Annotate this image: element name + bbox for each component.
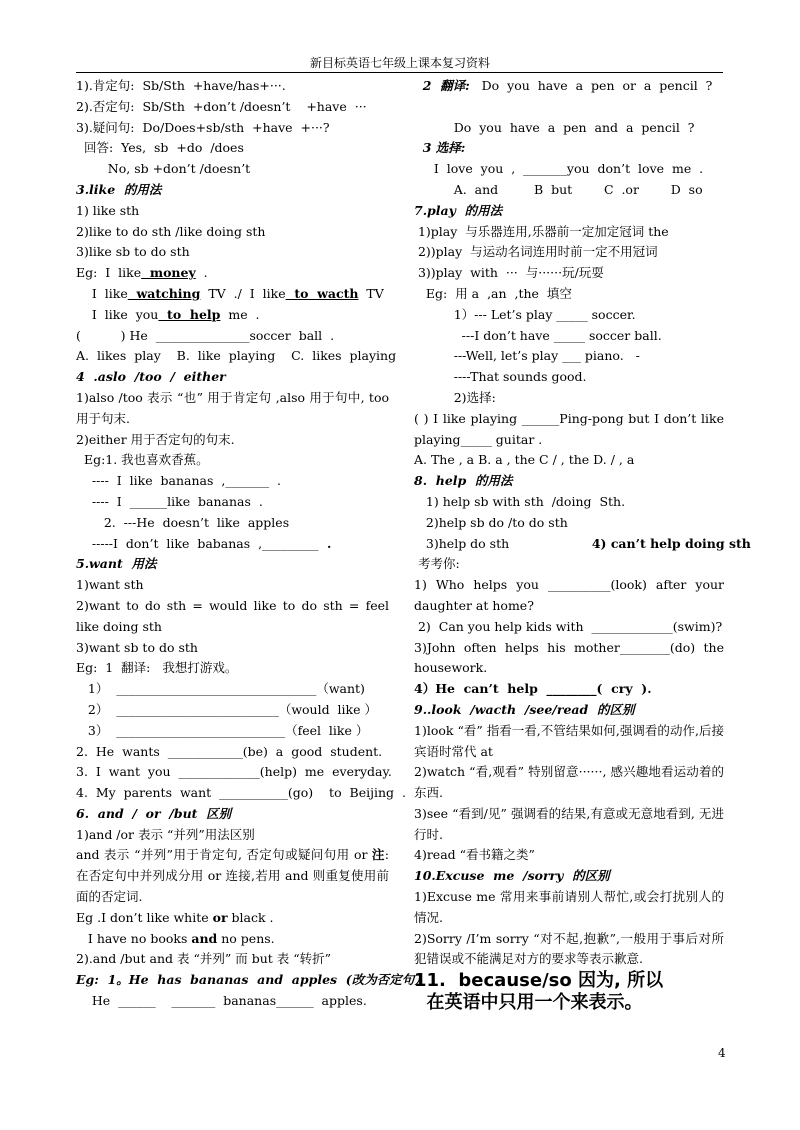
text-line: ----That sounds good. [414, 369, 587, 385]
item-label: 3 选择: [414, 140, 466, 156]
text-paragraph: 1)look “看” 指看一看,不管结果如何,强调看的动作,后接宾语时常代 at [414, 722, 724, 759]
text-line: ---I don’t have _____ soccer ball. [414, 327, 662, 343]
section-heading: 10.Excuse me /sorry 的区别 [414, 868, 610, 884]
text-line: 2)help sb do /to do sth [414, 514, 568, 530]
text-line: 3)like sb to do sth [76, 244, 190, 260]
text-paragraph: 1)Excuse me 常用来事前请别人帮忙,或会打扰别人的情况. [414, 889, 724, 925]
text-line: 3))play with ··· 与······玩/玩耍 [414, 265, 604, 281]
text-line: 3） ___________________________（feel like ） [76, 722, 369, 738]
options-line: A. The , a B. a , the C / , the D. / , a [414, 452, 635, 468]
text-paragraph: 2).and /but and 表 “并列” 而 but 表 “转折” [76, 951, 332, 967]
example-line [76, 284, 389, 305]
text-line [76, 908, 389, 929]
text: . [195, 265, 208, 281]
text-line: 回答: Yes, sb +do /does [76, 140, 244, 156]
text-line: 4. My parents want ___________(go) to Beijing . [76, 785, 406, 801]
large-heading: 11. because/so 因为, 所以 [414, 970, 664, 992]
text-line: 2))play 与运动名词连用时前一定不用冠词 [414, 244, 658, 260]
text-line: He ______ _______ bananas______ apples. [76, 993, 367, 1009]
text: me . [220, 306, 260, 322]
text: Eg: I like [76, 265, 142, 281]
text-paragraph: 3)John often helps his mother________(do) the housework. [414, 639, 724, 676]
text-paragraph: 2)want to do sth = would like to do sth = feel like doing sth [76, 597, 389, 634]
text: . [318, 535, 332, 551]
text-line: 1) help sb with sth /doing Sth. [414, 493, 626, 509]
section-heading: 9..look /wacth /see/read 的区别 [414, 701, 635, 717]
text-line: Do you have a pen and a pencil ? [414, 119, 695, 135]
text-line: 3)want sb to do sth [76, 639, 198, 655]
section-heading: 8. help 的用法 [414, 473, 513, 489]
text-line: 1)and /or 表示 “并列”用法区别 [76, 826, 255, 842]
large-heading: 在英语中只用一个来表示。 [414, 992, 643, 1014]
bold-word: or [212, 909, 228, 925]
text-line: Eg: 用 a ,an ,the 填空 [414, 285, 572, 301]
text: Eg .I don’t like white [76, 909, 213, 925]
text-paragraph [76, 845, 389, 907]
text-line: 4)read “看书籍之类” [414, 847, 535, 863]
text-line: 1)play 与乐器连用,乐器前一定加定冠词 the [414, 223, 669, 239]
example-line [76, 263, 389, 284]
section-heading: 3.like 的用法 [76, 181, 162, 197]
bold-text: 4) can’t help doing sth [509, 535, 751, 551]
text-line: ---Well, let’s play ___ piano. - [414, 348, 640, 364]
page-number: 4 [718, 1046, 726, 1060]
text-line: 2) Can you help kids with _____________(swim)? [414, 618, 723, 634]
underlined-word: to help [158, 306, 221, 322]
text-paragraph: 2)Sorry /I’m sorry “对不起,抱歉”,一般用于事后对所犯错误或不能满足对方的要求等表示歉意. [414, 930, 724, 967]
text: :在否定句中并列成分用 or 连接,若用 and 则重复使用前面的否定词. [76, 847, 389, 905]
text-line: I love you , _______you don’t love me . [414, 161, 704, 177]
left-column [76, 76, 427, 1012]
section-heading: 7.play 的用法 [414, 202, 503, 218]
text: TV [358, 285, 384, 301]
text-line: 2)either 用于否定句的句末. [76, 431, 235, 447]
note-label: 注 [371, 847, 385, 863]
text-line [76, 929, 389, 950]
text: I like [76, 285, 128, 301]
text-line: 2） __________________________（would like ） [76, 701, 377, 717]
right-column [414, 76, 751, 1014]
section-heading: 6. and / or /but 区别 [76, 805, 232, 821]
example-line [76, 305, 389, 326]
text: black . [227, 909, 274, 925]
text: TV ./ I like [200, 285, 286, 301]
text-paragraph: ( ) I like playing ______Ping-pong but I don’t like playing_____ guitar . [414, 410, 724, 447]
text-line: 3).疑问句: Do/Does+sb/sth +have +···? [76, 119, 330, 135]
text: and 表示 “并列”用于肯定句, 否定句或疑问句用 or [76, 847, 372, 863]
section-heading: 4 .aslo /too / either [76, 369, 226, 385]
text: I have no books [76, 930, 192, 946]
underlined-word: watching [127, 285, 201, 301]
text-line: 1） ________________________________（want) [76, 681, 365, 697]
blank-line [414, 97, 724, 118]
text-paragraph: 3)see “看到/见” 强调看的结果,有意或无意地看到, 无进行时. [414, 805, 724, 842]
text-line: Eg: 1 翻译: 我想打游戏。 [76, 660, 238, 676]
text-line: ---- I ______like bananas . [76, 493, 263, 509]
text-line [414, 534, 751, 555]
text: I like you [76, 306, 159, 322]
text-line: 考考你: [414, 556, 460, 572]
question-line: ( ) He _______________soccer ball . [76, 327, 335, 343]
text-line: 1）--- Let’s play _____ soccer. [414, 306, 636, 322]
options-line: A. likes play B. like playing C. likes playing [76, 348, 397, 364]
text-line: 2)like to do sth /like doing sth [76, 223, 266, 239]
text-line: 3. I want you _____________(help) me everyday. [76, 764, 392, 780]
text-line: No, sb +don’t /doesn’t [76, 161, 251, 177]
bold-word: and [191, 930, 218, 946]
text-line: 2).否定句: Sb/Sth +don’t /doesn’t +have ··· [76, 98, 367, 114]
text-paragraph: 1) Who helps you __________(look) after your daughter at home? [414, 577, 724, 613]
text-line: ---- I like bananas ,_______ . [76, 473, 281, 489]
header-rule [76, 72, 723, 73]
underlined-word: money [141, 265, 196, 281]
text-line: 4）He can’t help ________( cry ). [414, 681, 652, 697]
underlined-word: to wacth [285, 285, 359, 301]
text: no pens. [217, 930, 275, 946]
text-line: 1)want sth [76, 577, 144, 593]
example-heading: Eg: 1。He has bananas and apples (改为否定句） [76, 972, 427, 988]
text-line: 2. He wants ____________(be) a good student. [76, 743, 383, 759]
item-label: 2 翻译: [414, 78, 470, 93]
text-paragraph: 1)also /too 表示 “也” 用于肯定句 ,also 用于句中, too 用于句末. [76, 389, 389, 426]
text: 3)help do sth [414, 535, 510, 551]
page-header: 新目标英语七年级上课本复习资料 [309, 56, 490, 70]
section-heading: 5.want 用法 [76, 556, 157, 572]
text-line: 2. ---He doesn’t like apples [76, 514, 290, 530]
options-line: A. and B but C .or D so [414, 181, 703, 197]
text-line: 2)选择: [414, 389, 496, 405]
text-line: 1) like sth [76, 202, 140, 218]
text-line [414, 76, 724, 97]
text-line [76, 534, 389, 555]
text-line: Eg:1. 我也喜欢香蕉。 [76, 452, 209, 468]
text: Do you have a pen or a pencil ? [469, 78, 713, 93]
text: -----I don’t like babanas ,_________ [76, 535, 319, 551]
text-paragraph: 2)watch “看,观看” 特别留意······, 感兴趣地看运动着的东西. [414, 764, 724, 801]
text-line: 1).肯定句: Sb/Sth +have/has+···. [76, 78, 286, 93]
